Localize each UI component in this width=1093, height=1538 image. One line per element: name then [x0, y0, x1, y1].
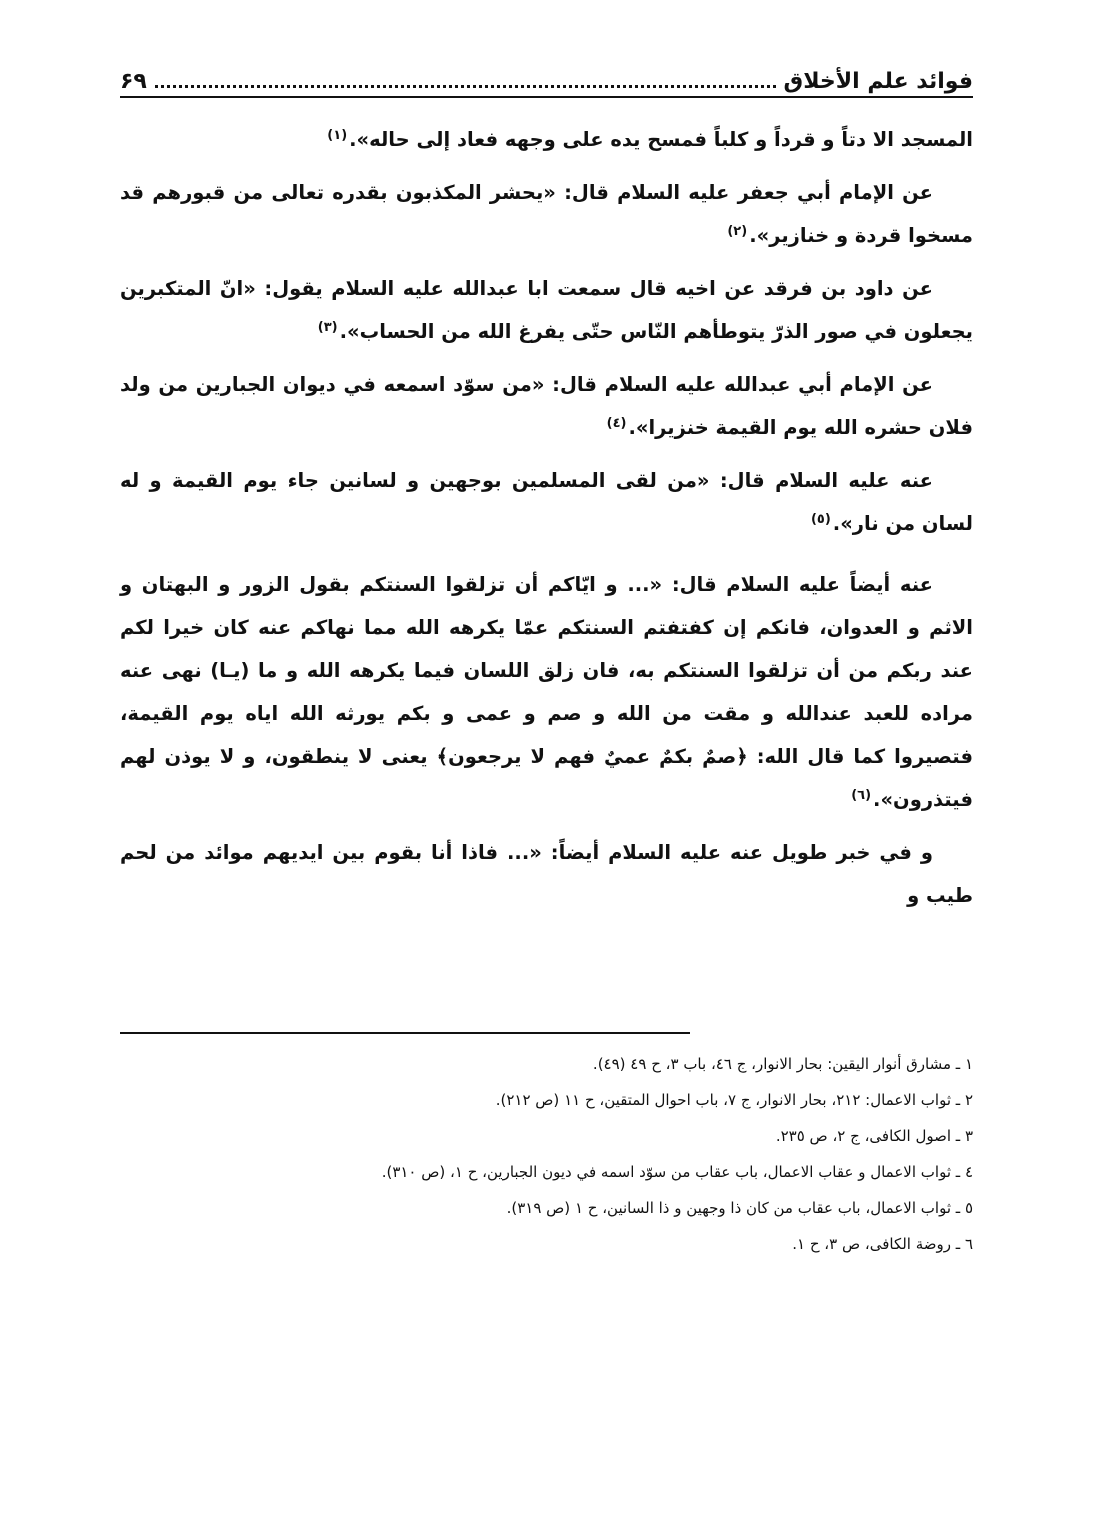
running-header [120, 48, 973, 98]
paragraph [120, 118, 973, 161]
footnote-marker: (٥) [810, 511, 831, 527]
paragraph-text: المسجد الا دتاً و قرداً و كلباً فمسح يده على وجهه فعاد إلى حاله». [349, 128, 973, 151]
footnote-marker: (١) [327, 127, 348, 143]
page-number: ۶۹ [120, 69, 147, 94]
paragraph-text: عن الإمام أبي عبدالله عليه السلام قال: «من سوّد اسمعه في ديوان الجبارين من ولد فلان حشره الله يوم القيمة خنزيرا». [120, 373, 973, 439]
paragraph [120, 563, 973, 821]
footnote: ٦ ـ روضة الكافى، ص ٣، ح ١. [792, 1235, 973, 1253]
header-title: فوائد علم الأخلاق [783, 69, 973, 94]
footnote-separator [120, 1032, 690, 1034]
paragraph-text: عنه عليه السلام قال: «من لقى المسلمين بوجهين و لسانين جاء يوم القيمة و له لسان من نار». [120, 469, 973, 535]
paragraph-text: عنه أيضاً عليه السلام قال: «... و ايّاكم أن تزلقوا السنتكم بقول الزور و البهتان و الاثم و العدوان، فانكم إن كفتفتم السنتكم عمّا يكرهه الله مما نهاكم عنه كان خيرا لكم عند ربكم من أن تزلقوا السنتكم به، فان زلق اللسان فيما يكرهه الله و ما (يـا) نهى عنه مراده للعبد عندالله و مقت من الله و صم و عمى و بكم يورثه الله اياه يوم القيمة، فتصيروا كما قال الله: ﴿صمٌ بكمٌ عميٌ فهم لا يرجعون﴾ يعنى لا ينطقون، و لا يوذن لهم فيتذرون». [120, 573, 973, 811]
footnote: ٥ ـ ثواب الاعمال، باب عقاب من كان ذا وجهين و ذا السانين، ح ١ (ص ٣١٩). [506, 1199, 973, 1217]
paragraph [120, 831, 973, 917]
paragraph [120, 267, 973, 353]
footnote: ٤ ـ ثواب الاعمال و عقاب الاعمال، باب عقاب من سوّد اسمه في ديون الجبارين، ح ١، (ص ٣١٠). [381, 1163, 973, 1181]
paragraph [120, 363, 973, 449]
header-dot-leader [155, 85, 776, 88]
footnotes [120, 1046, 973, 1262]
paragraph [120, 459, 973, 545]
footnote-marker: (٦) [851, 787, 872, 803]
footnote: ٣ ـ اصول الكافى، ج ٢، ص ٢٣٥. [775, 1127, 973, 1145]
footnote-marker: (٢) [727, 223, 748, 239]
paragraph-text: و في خبر طويل عنه عليه السلام أيضاً: «... فاذا أنا بقوم بين ايديهم موائد من لحم طيب و [120, 841, 973, 907]
paragraph-text: عن داود بن فرقد عن اخيه قال سمعت ابا عبدالله عليه السلام يقول: «انّ المتكبرين يجعلون في صور الذرّ يتوطأهم النّاس حتّى يفرغ الله من الحساب». [120, 277, 973, 343]
footnote-marker: (٣) [317, 319, 338, 335]
footnote-marker: (٤) [606, 415, 627, 431]
footnote: ٢ ـ ثواب الاعمال: ٢١٢، بحار الانوار، ج ٧، باب احوال المتقين، ح ١١ (ص ٢١٢). [495, 1091, 973, 1109]
paragraph [120, 171, 973, 257]
book-page [120, 40, 973, 1500]
footnote: ١ ـ مشارق أنوار اليقين: بحار الانوار، ج ٤٦، باب ٣، ح ٤٩ (٤٩). [592, 1055, 973, 1073]
body-text [120, 118, 973, 927]
paragraph-text: عن الإمام أبي جعفر عليه السلام قال: «يحشر المكذبون بقدره تعالى من قبورهم قد مسخوا قردة و خنازير». [120, 181, 973, 247]
